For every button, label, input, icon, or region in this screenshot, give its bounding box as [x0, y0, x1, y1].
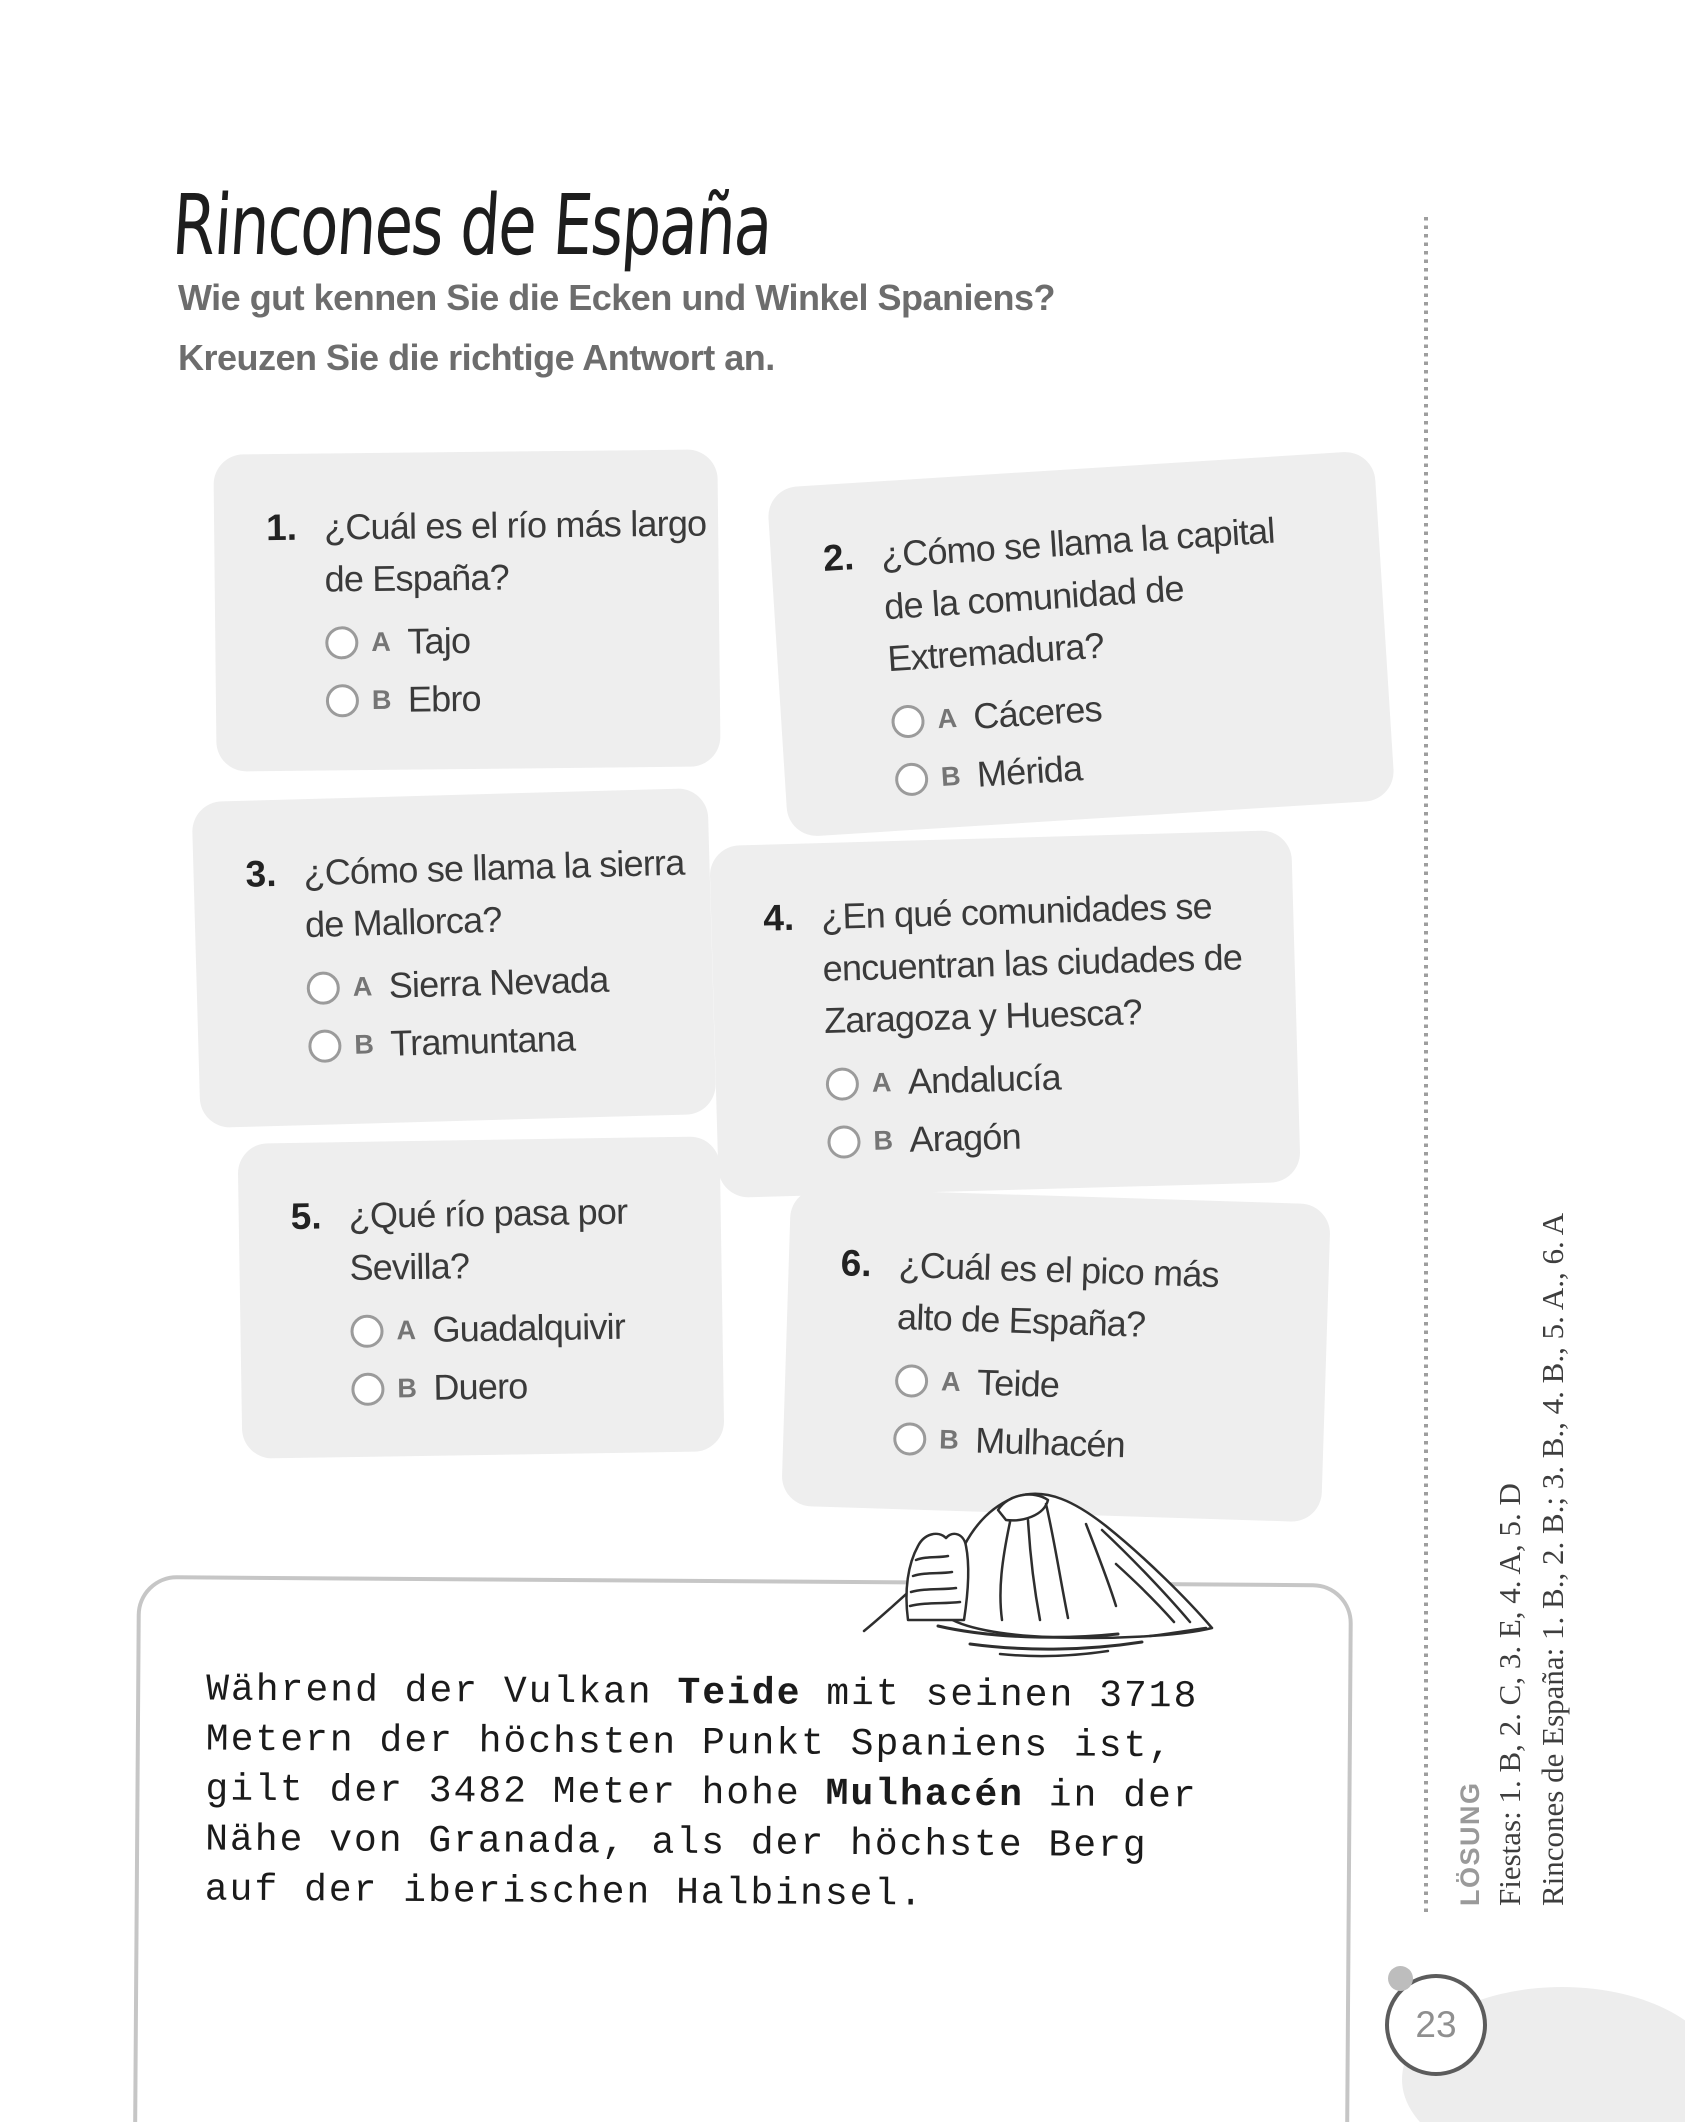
option-letter: A [371, 626, 391, 657]
question-box-4 [709, 830, 1301, 1198]
question-number: 5. [290, 1195, 322, 1237]
radio-circle-icon[interactable] [827, 1125, 861, 1159]
question-text: ¿En qué comunidades se encuentran las ciudades de Zaragoza y Huesca? [820, 885, 1243, 1042]
question-text: ¿Cuál es el río más largo de España? [323, 502, 707, 600]
solution-heading: LÖSUNG [1455, 1781, 1485, 1906]
solution-line-fiestas: Fiestas: 1. B, 2. C, 3. E, 4. A, 5. D [1492, 1483, 1527, 1906]
question-text: ¿Qué río pasa por Sevilla? [348, 1190, 628, 1289]
option-label: Guadalquivir [432, 1305, 626, 1350]
subtitle-line-1: Wie gut kennen Sie die Ecken und Winkel Spaniens? [178, 277, 1056, 318]
option-letter: A [871, 1066, 892, 1098]
note-line: Während der Vulkan Teide mit seinen 3718 [206, 1668, 1199, 1719]
question-number: 4. [762, 896, 795, 939]
radio-circle-icon[interactable] [895, 1363, 929, 1397]
option-letter: B [938, 1423, 960, 1455]
option-letter: B [873, 1124, 894, 1156]
question-number: 2. [821, 536, 856, 579]
option-row [827, 1100, 1300, 1171]
solution-block [1452, 216, 1574, 1906]
option-label: Duero [433, 1365, 528, 1408]
option-label: Sierra Nevada [388, 958, 609, 1006]
corner-dot-icon [1388, 1966, 1413, 1991]
option-letter: A [396, 1314, 417, 1345]
dotted-separator-line [1424, 217, 1428, 1917]
question-box-5 [238, 1136, 725, 1459]
radio-circle-icon[interactable] [350, 1314, 384, 1348]
note-line: Nähe von Granada, als der höchste Berg [205, 1818, 1148, 1869]
option-label: Teide [976, 1361, 1060, 1406]
page-title: Rincones de España [169, 176, 775, 274]
option-row [325, 609, 720, 671]
option-row [308, 1006, 715, 1075]
radio-circle-icon[interactable] [308, 1029, 342, 1063]
question-box-1 [213, 449, 720, 771]
question-number: 1. [265, 506, 298, 549]
option-label: Aragón [908, 1115, 1022, 1160]
question-box-3 [192, 788, 717, 1128]
question-number: 6. [840, 1242, 873, 1285]
radio-circle-icon[interactable] [825, 1067, 859, 1101]
option-row [351, 1354, 724, 1418]
option-letter: B [353, 1028, 375, 1060]
option-row [350, 1296, 723, 1360]
mountain-illustration [850, 1468, 1230, 1663]
note-line: gilt der 3482 Meter hohe Mulhacén in der [205, 1768, 1198, 1819]
radio-circle-icon[interactable] [306, 971, 340, 1005]
subtitle-line-2: Kreuzen Sie die richtige Antwort an. [178, 337, 775, 378]
radio-circle-icon[interactable] [326, 684, 359, 717]
option-letter: A [940, 1365, 962, 1397]
radio-circle-icon[interactable] [325, 626, 358, 659]
question-number: 3. [245, 852, 278, 895]
option-label: Cáceres [972, 687, 1103, 737]
option-letter: A [936, 702, 958, 734]
option-letter: B [397, 1372, 418, 1403]
page-number: 23 [1415, 2004, 1457, 2045]
page-subtitle [178, 268, 1055, 388]
note-line: auf der iberischen Halbinsel. [204, 1868, 925, 1917]
question-text: ¿Cómo se llama la capital de la comunidad de Extremadura? [879, 509, 1276, 680]
option-label: Ebro [407, 677, 481, 720]
question-box-2 [767, 450, 1396, 837]
option-label: Mérida [975, 747, 1084, 795]
question-text: ¿Cómo se llama la sierra de Mallorca? [302, 841, 685, 946]
option-letter: A [352, 970, 373, 1002]
solution-line-rincones: Rincones de España: 1. B., 2. B.; 3. B., 4. B., 5. A., 6. A [1535, 1212, 1570, 1906]
radio-circle-icon[interactable] [894, 761, 929, 796]
note-line: Metern der höchsten Punkt Spaniens ist, [205, 1718, 1174, 1769]
option-row [326, 667, 721, 729]
option-label: Tramuntana [389, 1017, 576, 1064]
option-label: Andalucía [907, 1056, 1062, 1102]
question-text: ¿Cuál es el pico más alto de España? [896, 1244, 1220, 1345]
radio-circle-icon[interactable] [351, 1372, 385, 1406]
option-letter: B [940, 760, 962, 792]
radio-circle-icon[interactable] [893, 1421, 927, 1455]
option-letter: B [371, 684, 392, 715]
option-label: Tajo [407, 619, 471, 662]
option-label: Mulhacén [974, 1419, 1126, 1466]
radio-circle-icon[interactable] [890, 704, 925, 739]
info-note-text [205, 1665, 1349, 1923]
